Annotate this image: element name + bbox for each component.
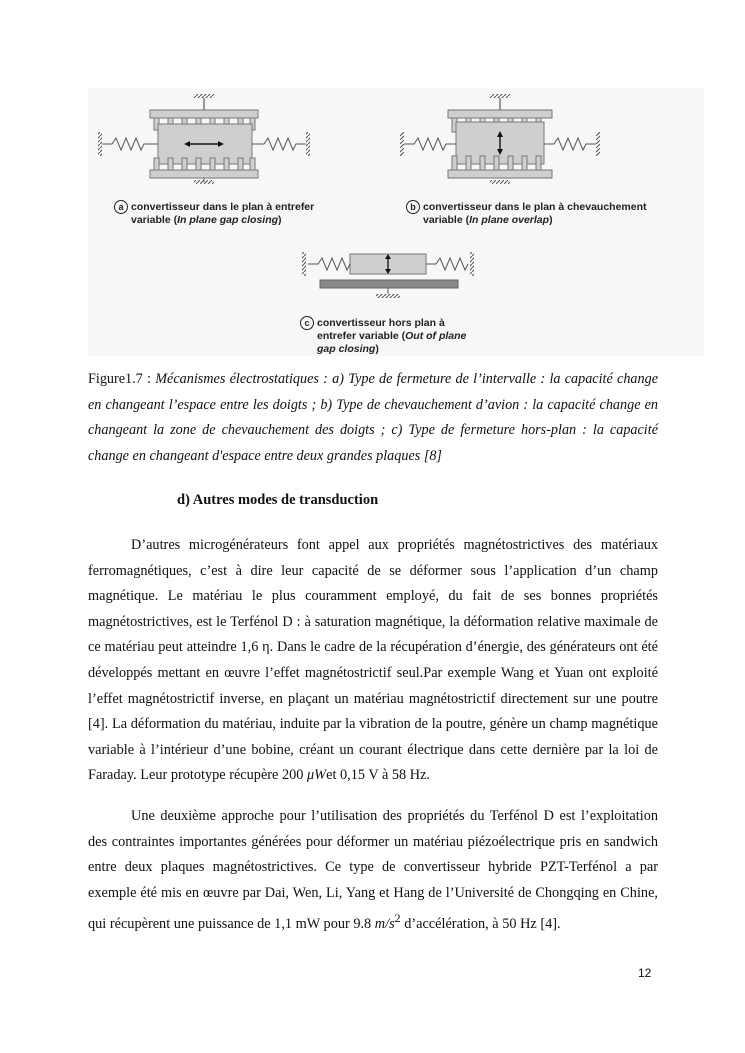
- paragraph-terfenol-hybrid: Une deuxième approche pour l’utilisation des propriétés du Terfénol D est l’exploitation des contraintes importantes générées pour déformer un matériau piézoélectrique pris en sandwich entre deux plaques magnétostrictives. Ce type de convertisseur hybride PZT-Terfénol a par exemple été mis en œuvre par Dai, Wen, Li, Yang et Hang de l’Université de Chongqing en Chine, qui récupèrent une puissance de 1,1 mW pour 9.8 $m/s^2$ d’accélération, à 50 Hz [4].: [88, 808, 658, 933]
- figure-electrostatic-mechanisms: [88, 88, 704, 356]
- caption-text: Mécanismes électrostatiques : a) Type de fermeture de l’intervalle : la capacité change en changeant l’espace entre les doigts ; b) Type de chevauchement d’avion : la capacité change en changeant la zone de chevauchement des doigts ; c) Type de fermeture hors-plan : la capacité change en changeant d'espace entre deux grandes plaques [8]: [88, 371, 659, 464]
- paragraph-magnetostrictive: D’autres microgénérateurs font appel aux propriétés magnétostrictives des matériaux ferromagnétiques, c’est à dire leur capacité de se déformer sous l’application d’un champ magnétique. Le matériau le plus couramment employé, du fait de ses bonnes propriétés magnétostrictives, est le Terfénol D : à saturation magnétique, la déformation relative maximale de ce matériau peut atteindre 1,6 η. Dans le cadre de la récupération d’énergie, des générateurs ont été développés mettant en œuvre l’effet magnétostrictif seul.Par exemple Wang et Yuan ont exploité l’effet magnétostrictif inverse, en plaçant un matériau magnétostrictif directement sur une poutre [4]. La déformation du matériau, induite par la vibration de la poutre, génère un champ magnétique variable à l’intérieur d’une bobine, créant un courant électrique dans cette dernière par la loi de Faraday. Leur prototype récupère 200 μWet 0,15 V à 58 Hz.: [88, 537, 658, 784]
- figure-label-a: a convertisseur dans le plan à entrefer variable (In plane gap closing): [114, 200, 314, 227]
- figure-label-c: c convertisseur hors plan à entrefer variable (Out of plane gap closing): [300, 316, 466, 356]
- diagram-c-out-of-plane: [302, 252, 474, 298]
- diagram-a-gap-closing: [98, 94, 310, 184]
- diagram-b-overlap: [400, 94, 600, 184]
- math-acceleration-unit: m/s: [374, 916, 395, 933]
- page-number: 12: [638, 966, 652, 980]
- figure-label-b: b convertisseur dans le plan à chevauchement variable (In plane overlap): [406, 200, 647, 227]
- math-microwatt: μW: [307, 767, 327, 784]
- section-heading: d) Autres modes de transduction: [177, 492, 379, 508]
- figure-caption: [88, 367, 658, 469]
- caption-prefix: Figure1.7 :: [88, 371, 156, 387]
